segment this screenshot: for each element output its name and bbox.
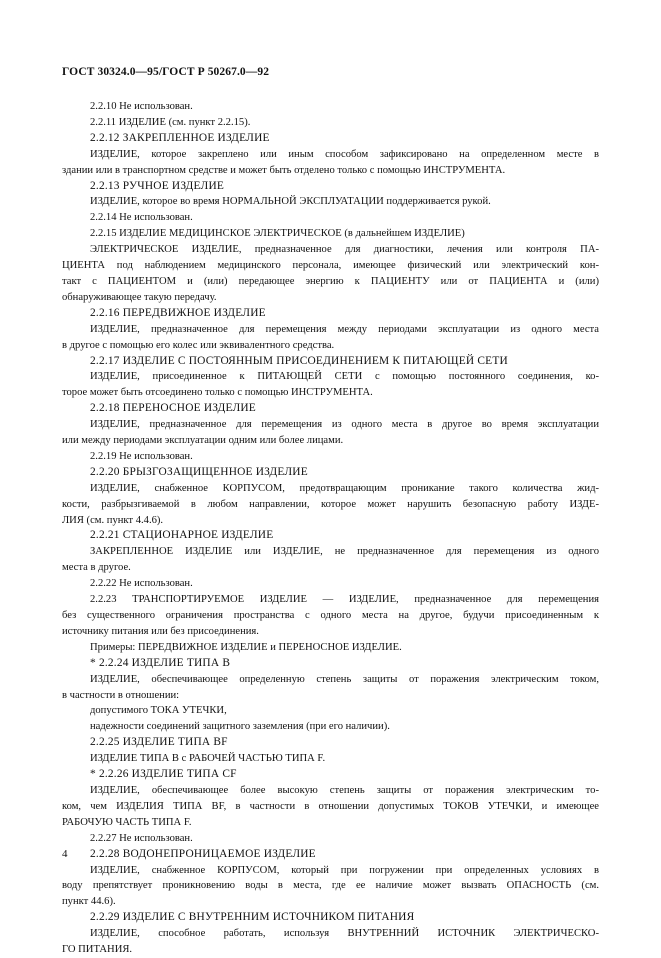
text-line: торое может быть отсоединено только с помощью ИНСТРУМЕНТА. xyxy=(62,387,373,399)
text-line: 2.2.14 Не использован. xyxy=(90,212,193,224)
text-line: * 2.2.26 ИЗДЕЛИЕ ТИПА CF xyxy=(90,768,237,781)
text-line: 2.2.13 РУЧНОЕ ИЗДЕЛИЕ xyxy=(90,179,225,192)
text-line: ИЗДЕЛИЕ, предназначенное для перемещения из одного места в другое во время эксплуатации xyxy=(90,419,599,431)
text-line: пункт 44.6). xyxy=(62,896,116,908)
text-line: кости, разбрызгиваемой в любом направлении, которое может нарушить безопасную работу ИЗДЕ- xyxy=(62,498,599,510)
text-line: в частности в отношении: xyxy=(62,689,180,701)
text-line: 2.2.16 ПЕРЕДВИЖНОЕ ИЗДЕЛИЕ xyxy=(90,306,266,319)
text-line: здании или в транспортном средстве и может быть отделено только с помощью ИНСТРУМЕНТА. xyxy=(62,164,506,176)
text-line: ком, чем ИЗДЕЛИЯ ТИПА BF, в частности в отношении допустимых ТОКОВ УТЕЧКИ, и имеющее xyxy=(62,800,599,812)
text-line: ИЗДЕЛИЕ, которое во время НОРМАЛЬНОЙ ЭКСПЛУАТАЦИИ поддерживается рукой. xyxy=(90,196,491,208)
text-line: 2.2.18 ПЕРЕНОСНОЕ ИЗДЕЛИЕ xyxy=(90,402,256,415)
text-line: ИЗДЕЛИЕ, снабженное КОРПУСОМ, предотвращающим проникание такого количества жид- xyxy=(90,482,599,494)
text-line: допустимого ТОКА УТЕЧКИ, xyxy=(90,705,227,717)
text-line: 2.2.25 ИЗДЕЛИЕ ТИПА BF xyxy=(90,736,228,749)
text-line: ИЗДЕЛИЕ, которое закреплено или иным способом зафиксировано на определенном месте в xyxy=(90,148,599,160)
text-line: в другое с помощью его колес или эквивалентного средства. xyxy=(62,339,335,351)
text-line: 2.2.22 Не использован. xyxy=(90,578,193,590)
text-line: без существенного ограничения пространства с одного места на другое, будучи присоединенным к xyxy=(62,610,599,621)
text-line: такт с ПАЦИЕНТОМ и (или) передающее энергию к ПАЦИЕНТУ или от ПАЦИЕНТА и (или) xyxy=(62,275,599,287)
text-line: источнику питания или без присоединения. xyxy=(62,625,259,637)
text-line: 2.2.29 ИЗДЕЛИЕ С ВНУТРЕННИМ ИСТОЧНИКОМ ПИТАНИЯ xyxy=(90,911,415,924)
text-line: ИЗДЕЛИЕ ТИПА В с РАБОЧЕЙ ЧАСТЬЮ ТИПА F. xyxy=(90,753,326,765)
text-line: ИЗДЕЛИЕ, снабженное КОРПУСОМ, который при погружении при определенных условиях в xyxy=(90,864,599,876)
text-line: РАБОЧУЮ ЧАСТЬ ТИПА F. xyxy=(62,816,192,828)
text-line: воду препятствует проникновению воды в места, где ее наличие может вызвать ОПАСНОСТЬ (см. xyxy=(62,880,599,892)
text-line: места в другое. xyxy=(62,562,131,574)
text-line: 2.2.20 БРЫЗГОЗАЩИЩЕННОЕ ИЗДЕЛИЕ xyxy=(90,465,308,478)
text-line: 2.2.23 ТРАНСПОРТИРУЕМОЕ ИЗДЕЛИЕ — ИЗДЕЛИЕ, предназначенное для перемещения xyxy=(90,594,599,606)
page-number: 4 xyxy=(62,848,68,860)
text-line: обнаруживающее такую передачу. xyxy=(62,291,217,303)
text-line: ИЗДЕЛИЕ, присоединенное к ПИТАЮЩЕЙ СЕТИ с помощью постоянного соединения, ко- xyxy=(90,371,599,383)
text-line: ГО ПИТАНИЯ. xyxy=(62,944,133,956)
text-line: 2.2.12 ЗАКРЕПЛЕННОЕ ИЗДЕЛИЕ xyxy=(90,131,270,144)
text-line: ИЗДЕЛИЕ, обеспечивающее определенную степень защиты от поражения электрическим током, xyxy=(90,673,599,685)
text-line: Примеры: ПЕРЕДВИЖНОЕ ИЗДЕЛИЕ и ПЕРЕНОСНОЕ ИЗДЕЛИЕ. xyxy=(90,641,402,653)
text-line: ИЗДЕЛИЕ, способное работать, используя ВНУТРЕННИЙ ИСТОЧНИК ЭЛЕКТРИЧЕСКО- xyxy=(90,928,599,940)
document-body xyxy=(62,99,599,958)
text-line: или между периодами эксплуатации одним или более лицами. xyxy=(62,435,344,447)
text-line: 2.2.21 СТАЦИОНАРНОЕ ИЗДЕЛИЕ xyxy=(90,529,274,542)
text-line: 2.2.17 ИЗДЕЛИЕ С ПОСТОЯННЫМ ПРИСОЕДИНЕНИЕМ К ПИТАЮЩЕЙ СЕТИ xyxy=(90,354,508,367)
text-line: ЗАКРЕПЛЕННОЕ ИЗДЕЛИЕ или ИЗДЕЛИЕ, не предназначенное для перемещения из одного xyxy=(90,546,599,558)
text-line: ЦИЕНТА под наблюдением медицинского персонала, имеющее физический или электрический кон- xyxy=(62,260,599,272)
text-line: ИЗДЕЛИЕ, обеспечивающее более высокую степень защиты от поражения электрическим то- xyxy=(90,784,599,796)
text-line: 2.2.11 ИЗДЕЛИЕ (см. пункт 2.2.15). xyxy=(90,116,251,128)
text-line: 2.2.27 Не использован. xyxy=(90,832,193,844)
text-line: ЛИЯ (см. пункт 4.4.6). xyxy=(62,514,164,526)
text-line: 2.2.19 Не использован. xyxy=(90,450,193,462)
text-line: ИЗДЕЛИЕ, предназначенное для перемещения между периодами эксплуатации из одного места xyxy=(90,323,599,335)
text-line: * 2.2.24 ИЗДЕЛИЕ ТИПА В xyxy=(90,656,231,669)
document-header: ГОСТ 30324.0—95/ГОСТ Р 50267.0—92 xyxy=(62,66,270,78)
text-line: ЭЛЕКТРИЧЕСКОЕ ИЗДЕЛИЕ, предназначенное для диагностики, лечения или контроля ПА- xyxy=(90,244,599,256)
text-line: 2.2.10 Не использован. xyxy=(90,101,193,112)
text-line: надежности соединений защитного заземления (при его наличии). xyxy=(90,721,390,733)
text-line: 2.2.15 ИЗДЕЛИЕ МЕДИЦИНСКОЕ ЭЛЕКТРИЧЕСКОЕ (в дальнейшем ИЗДЕЛИЕ) xyxy=(90,228,465,240)
text-line: 2.2.28 ВОДОНЕПРОНИЦАЕМОЕ ИЗДЕЛИЕ xyxy=(90,847,316,860)
